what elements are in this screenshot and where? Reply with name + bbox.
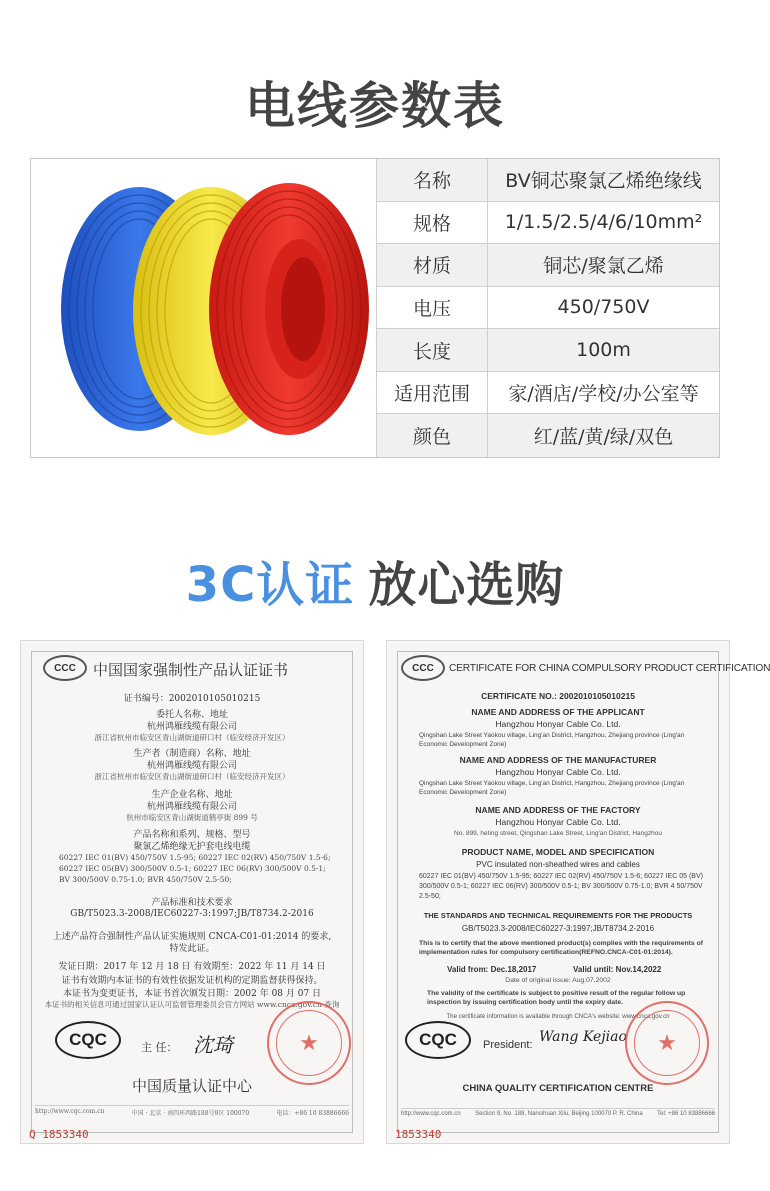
certificate-footer [35,1105,349,1117]
spec-value: BV铜芯聚氯乙烯绝缘线 [505,170,702,193]
red-wire-coil [209,183,369,435]
wire-coils-image [31,159,376,457]
spec-row [376,329,719,372]
spec-value: 450/750V [557,296,650,319]
applicant-name: Hangzhou Honyar Cable Co. Ltd. [495,719,621,729]
spec-label: 电压 [376,287,488,329]
maker-label: 生产者（制造商）名称、地址 [133,749,251,759]
issuer-name: 中国质量认证中心 [131,1077,252,1095]
maker-label: NAME AND ADDRESS OF THE MANUFACTURER [459,755,657,765]
statement-line: 上述产品符合强制性产品认证实施规则 CNCA-C01-01:2014 的要求, [52,932,332,942]
valid-until: Valid until: Nov.14,2022 [573,965,662,974]
certificate-note: 本证书的相关信息可通过国家认证认可监督管理委员会官方网站 www.cnca.gov.cn 查询 [44,1000,340,1009]
spec-value: 铜芯/聚氯乙烯 [543,255,664,278]
product-models: 60227 IEC 01(BV) 450/750V 1.5-95; 60227 IEC 02(RV) 450/750V 1.5-6; 60227 IEC 05 (BV) 300/500V 0.5-1; 60227 IEC 06(RV) 300/500V 0.5-1; BV 300/500V 0.75-1.0; BVR 4 50/750V 2.5-50; [419,873,703,900]
website-info: The certificate information is available through CNCA's website: www.cnca.gov.cn [446,1013,670,1020]
spec-label: 颜色 [376,414,488,457]
footer-website: http://www.cqc.com.cn [401,1111,461,1117]
ccc-logo-icon: CCC [401,655,445,681]
applicant-name: 杭州鸿雁线缆有限公司 [146,722,237,732]
maker-address: 浙江省杭州市临安区青山湖街道研口村（临安经济开发区） [94,772,290,781]
certificate-english [386,640,770,1144]
factory-name: Hangzhou Honyar Cable Co. Ltd. [495,817,621,827]
maker-address: Qingshan Lake Street Yaokou village, Ling'an District, Hangzhou, Zhejiang province (Ling'an Economic Development Zone) [419,780,685,796]
certification-heading [0,546,750,615]
certification-statement: This is to certify that the above mentioned product(s) complies with the requirements of implementation rules for compulsory certification(REFNO.CNCA-C01-01:2014). [419,940,703,956]
maker-name: Hangzhou Honyar Cable Co. Ltd. [495,767,621,777]
validity-note: The validity of the certificate is subject to positive result of the regular follow up inspection by issuing certification body until the expiry date. [427,990,686,1006]
product-name: PVC insulated non-sheathed wires and cables [476,860,640,869]
spec-label: 名称 [376,159,488,201]
certificate-note: 本证书为变更证书，本证书首次颁发日期：2002 年 08 月 07 日 [62,989,322,999]
certificate-footer [401,1108,715,1117]
spec-label: 规格 [376,202,488,244]
spec-value: 100m [576,339,631,362]
footer-phone: Tel: +86 10 83886666 [657,1111,715,1117]
factory-label: NAME AND ADDRESS OF THE FACTORY [475,805,641,815]
spec-row [376,414,719,457]
spec-value: 家/酒店/学校/办公室等 [508,383,699,406]
page-title: 电线参数表 [245,77,505,135]
ccc-logo-icon: CCC [43,655,87,681]
certificate-heading: CERTIFICATE FOR CHINA COMPULSORY PRODUCT CERTIFICATION [449,663,770,674]
original-issue-date: Date of original issue: Aug.07,2002 [505,977,611,984]
factory-address: 杭州市临安区青山湖街道鹤亭街 899 号 [126,813,258,822]
spec-row [376,287,719,330]
president-signature: 沈琦 [193,1033,233,1057]
serial-number: Q 1853340 [29,1128,89,1141]
spec-label: 适用范围 [376,372,488,414]
spec-table [376,159,719,457]
certificate-chinese [20,640,364,1144]
standard-label: THE STANDARDS AND TECHNICAL REQUIREMENTS FOR THE PRODUCTS [423,911,693,920]
certification-tagline: 放心选购 [368,557,565,613]
official-seal-icon: ★ [267,1001,351,1085]
applicant-address: Qingshan Lake Street Yaokou village, Ling'an District, Hangzhou, Zhejiang province (Ling'an Economic Development Zone) [419,732,685,748]
issue-dates: 发证日期：2017 年 12 月 18 日 有效期至：2022 年 11 月 14 日 [58,962,326,972]
president-label: President: [483,1039,533,1051]
president-label: 主 任： [141,1041,178,1054]
certificate-note: 证书有效期内本证书的有效性依据发证机构的定期监督获得保持。 [61,976,323,986]
applicant-address: 浙江省杭州市临安区青山湖街道研口村（临安经济开发区） [94,733,290,742]
applicant-label: 委托人名称、地址 [155,710,228,720]
spec-row [376,372,719,415]
product-models: 60227 IEC 01(BV) 450/750V 1.5-95; 60227 IEC 02(RV) 450/750V 1.5-6; 60227 IEC 05(BV) 300/500V 0.5-1; 60227 IEC 06(RV) 300/500V 0.5-1; BV 300/500V 0.75-1.0; BVR 450/750V 2.5-50; [59,853,331,884]
issuer-name: CHINA QUALITY CERTIFICATION CENTRE [462,1083,654,1094]
certification-highlight: 3C认证 [185,557,355,613]
factory-label: 生产企业名称、地址 [151,790,233,800]
footer-address: Section 9, No. 188, Nansihuan Xilu, Beijing 100070 P. R. China [475,1111,643,1117]
spec-value: 红/蓝/黄/绿/双色 [533,426,674,449]
valid-from: Valid from: Dec.18,2017 [447,965,537,974]
factory-name: 杭州鸿雁线缆有限公司 [146,802,237,812]
standard-value: GB/T5023.3-2008/IEC60227-3:1997;JB/T8734.2-2016 [70,909,314,919]
cqc-logo-icon: CQC [405,1021,471,1059]
footer-phone: 电话：+86 10 83886666 [276,1110,349,1117]
footer-address: 中国 · 北京 · 南四环西路188号9区 100070 [131,1110,250,1117]
spec-value: 1/1.5/2.5/4/6/10mm² [504,211,703,234]
factory-address: No. 899, heting street, Qingshan Lake Street, Ling'an District, Hangzhou [454,830,662,837]
cqc-logo-icon: CQC [55,1021,121,1059]
official-seal-icon: ★ [625,1001,709,1085]
spec-card [30,158,720,458]
maker-name: 杭州鸿雁线缆有限公司 [146,761,237,771]
spec-label: 长度 [376,329,488,371]
product-label: PRODUCT NAME, MODEL AND SPECIFICATION [461,847,655,857]
certificate-number: 证书编号：2002010105010215 [123,694,261,704]
footer-website: http://www.cqc.com.cn [35,1108,105,1115]
certificate-heading: 中国国家强制性产品认证证书 [93,661,289,679]
spec-row [376,244,719,287]
spec-label: 材质 [376,244,488,286]
statement-line: 特发此证。 [169,944,215,954]
standard-value: GB/T5023.3-2008/IEC60227-3:1997;JB/T8734.2-2016 [461,924,655,933]
certificate-number: CERTIFICATE NO.: 2002010105010215 [481,691,635,701]
serial-number: 1853340 [395,1128,442,1141]
product-name: 聚氯乙烯绝缘无护套电线电缆 [133,842,251,852]
spec-row [376,202,719,245]
applicant-label: NAME AND ADDRESS OF THE APPLICANT [471,707,645,717]
president-signature: Wang Kejiao [539,1029,627,1045]
product-label: 产品名称和系列、规格、型号 [133,830,251,840]
standard-label: 产品标准和技术要求 [151,898,233,908]
spec-row [376,159,719,202]
